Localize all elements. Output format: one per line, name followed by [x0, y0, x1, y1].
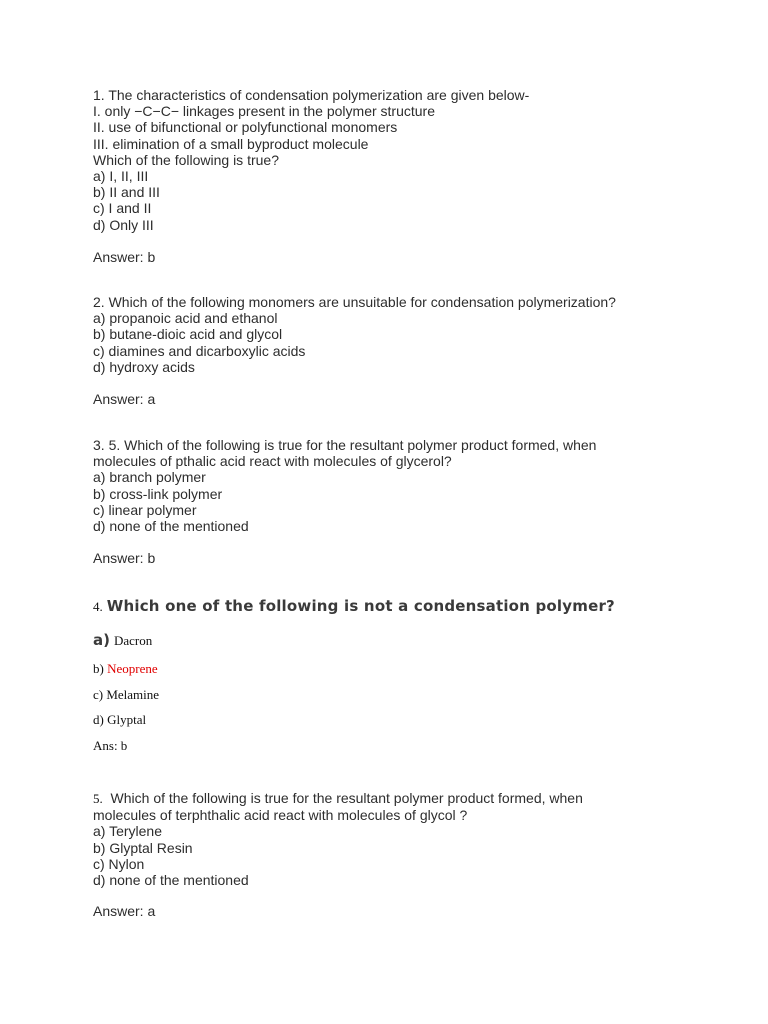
- question-4-number: 4.: [93, 599, 103, 614]
- answer-2: Answer: a: [93, 391, 156, 407]
- option-c: c) Melamine: [93, 687, 160, 702]
- answer-3: Answer: b: [93, 550, 156, 566]
- answer-5: Answer: a: [93, 903, 156, 919]
- option-a: a) I, II, III: [93, 168, 149, 185]
- question-5-stem: [93, 790, 713, 807]
- option-d: d) Glyptal: [93, 712, 147, 727]
- statement-2: II. use of bifunctional or polyfunctional monomers: [93, 119, 398, 136]
- option-a: a) propanoic acid and ethanol: [93, 310, 278, 327]
- option-b: b) II and III: [93, 184, 160, 201]
- option-a-label: a): [93, 631, 110, 649]
- option-c: c) Nylon: [93, 855, 145, 872]
- option-a: [93, 631, 152, 650]
- question-5-stem-text: Which of the following is true for the resultant polymer product formed, when: [102, 790, 583, 806]
- question-2-stem: 2. Which of the following monomers are unsuitable for condensation polymerization?: [93, 294, 616, 310]
- statement-3: III. elimination of a small byproduct molecule: [93, 135, 369, 152]
- answer-4: Ans: b: [93, 738, 128, 753]
- option-b: [93, 661, 158, 677]
- option-b-label: b): [93, 661, 104, 676]
- question-3-stem-cont: molecules of pthalic acid react with molecules of glycerol?: [93, 453, 452, 470]
- option-c: c) I and II: [93, 200, 152, 217]
- question-3-stem: 3. 5. Which of the following is true for the resultant polymer product formed, when: [93, 437, 597, 453]
- question-2: [93, 294, 713, 375]
- question-5-stem-cont: molecules of terphthalic acid react with molecules of glycol ?: [93, 807, 468, 824]
- option-d: d) Only III: [93, 216, 154, 233]
- question-5: [93, 790, 713, 888]
- statement-1: I. only −C−C− linkages present in the polymer structure: [93, 103, 436, 120]
- option-a: a) branch polymer: [93, 469, 206, 486]
- question-1-stem: 1. The characteristics of condensation polymerization are given below-: [93, 87, 530, 103]
- answer-1: Answer: b: [93, 249, 156, 265]
- option-d: d) none of the mentioned: [93, 518, 249, 535]
- question-3: [93, 437, 713, 534]
- option-d: d) none of the mentioned: [93, 872, 249, 889]
- option-b-text-highlighted: Neoprene: [107, 661, 158, 676]
- question-4-stem: Which one of the following is not a condensation polymer?: [106, 597, 615, 615]
- question-5-number: 5.: [93, 791, 103, 806]
- option-c: c) diamines and dicarboxylic acids: [93, 342, 306, 359]
- option-c: c) linear polymer: [93, 501, 197, 518]
- option-b: b) butane-dioic acid and glycol: [93, 326, 283, 343]
- question-1-prompt: Which of the following is true?: [93, 151, 279, 168]
- option-a: a) Terylene: [93, 823, 163, 840]
- question-4: [93, 597, 615, 616]
- option-b: b) Glyptal Resin: [93, 839, 193, 856]
- option-d: d) hydroxy acids: [93, 358, 195, 375]
- option-a-text: Dacron: [113, 633, 153, 648]
- option-b: b) cross-link polymer: [93, 485, 223, 502]
- question-1: [93, 87, 713, 233]
